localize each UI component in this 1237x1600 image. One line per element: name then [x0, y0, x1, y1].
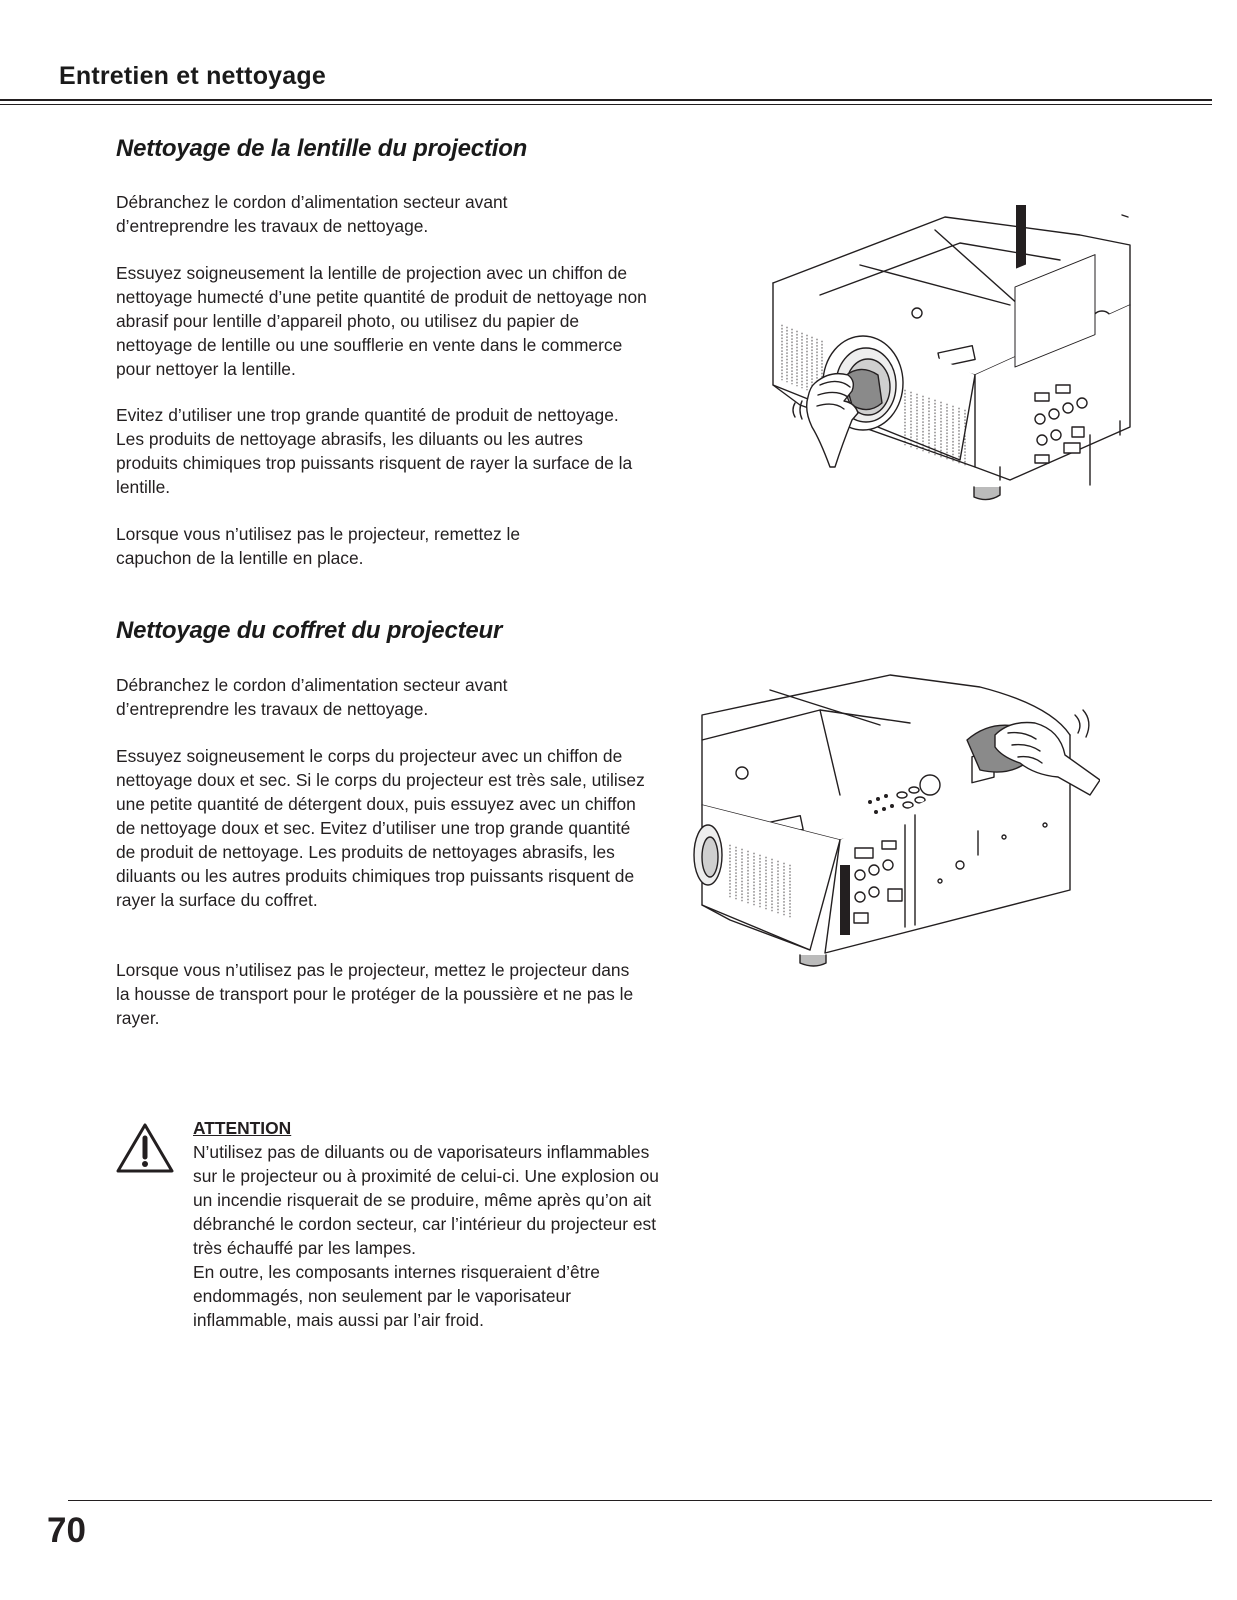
- warning-triangle-icon: [115, 1122, 175, 1174]
- cabinet-paragraph-3: Lorsque vous n’utilisez pas le projecteur, mettez le projecteur dans la housse de transport pour le protéger de la poussière et ne pas le rayer.: [116, 960, 634, 1028]
- cabinet-paragraph-2: Essuyez soigneusement le corps du projecteur avec un chiffon de nettoyage doux et sec. Si le corps du projecteur est très sale, utilisez une petite quantité de détergent doux, puis essuyez avec un chiffon de nettoyage doux et sec. Evitez d’utiliser une trop grande quantité de produit de nettoyage. Les produits de nettoyages abrasifs, les diluants ou les autres produits chimiques trop puissants risquent de rayer la surface du coffret.: [116, 746, 645, 910]
- caution-title: ATTENTION: [193, 1118, 292, 1138]
- header-rule: [0, 99, 1212, 101]
- lens-paragraph-4: Lorsque vous n’utilisez pas le projecteur, remettez le capuchon de la lentille en place.: [116, 524, 521, 568]
- section-heading-lens: Nettoyage de la lentille du projection: [116, 135, 528, 162]
- page-title: Entretien et nettoyage: [59, 62, 326, 90]
- cabinet-paragraph-1: Débranchez le cordon d’alimentation secteur avant d’entreprendre les travaux de nettoyage.: [116, 675, 508, 719]
- cabinet-cleaning-illustration: [690, 665, 1100, 975]
- caution-text-1: N’utilisez pas de diluants ou de vaporisateurs inflammables sur le projecteur ou à proximité de celui-ci. Une explosion ou un incendie risquerait de se produire, même après qu’on ait débranché le cordon secteur, car l’intérieur du projecteur est très échauffé par les lampes.: [193, 1142, 659, 1258]
- lens-paragraph-1: Débranchez le cordon d’alimentation secteur avant d’entreprendre les travaux de nettoyage.: [116, 192, 508, 236]
- caution-text-2: En outre, les composants internes risqueraient d’être endommagés, non seulement par le vaporisateur inflammable, mais aussi par l’air froid.: [193, 1262, 600, 1330]
- lens-cleaning-illustration: [760, 205, 1145, 510]
- page-number: 70: [47, 1511, 86, 1550]
- lens-paragraph-2: Essuyez soigneusement la lentille de projection avec un chiffon de nettoyage humecté d’une petite quantité de produit de nettoyage non abrasif pour lentille d’appareil photo, ou utilisez du papier de nettoyage de lentille ou une soufflerie en vente dans le commerce pour nettoyer la lentille.: [116, 263, 647, 379]
- section-heading-cabinet: Nettoyage du coffret du projecteur: [116, 617, 503, 644]
- header-rule-thin: [0, 104, 1212, 105]
- footer-rule: [68, 1500, 1212, 1501]
- lens-paragraph-3: Evitez d’utiliser une trop grande quantité de produit de nettoyage. Les produits de nettoyage abrasifs, les diluants ou les autres produits chimiques trop puissants risquent de rayer la surface de la lentille.: [116, 405, 633, 497]
- caution-block: [193, 1116, 663, 1332]
